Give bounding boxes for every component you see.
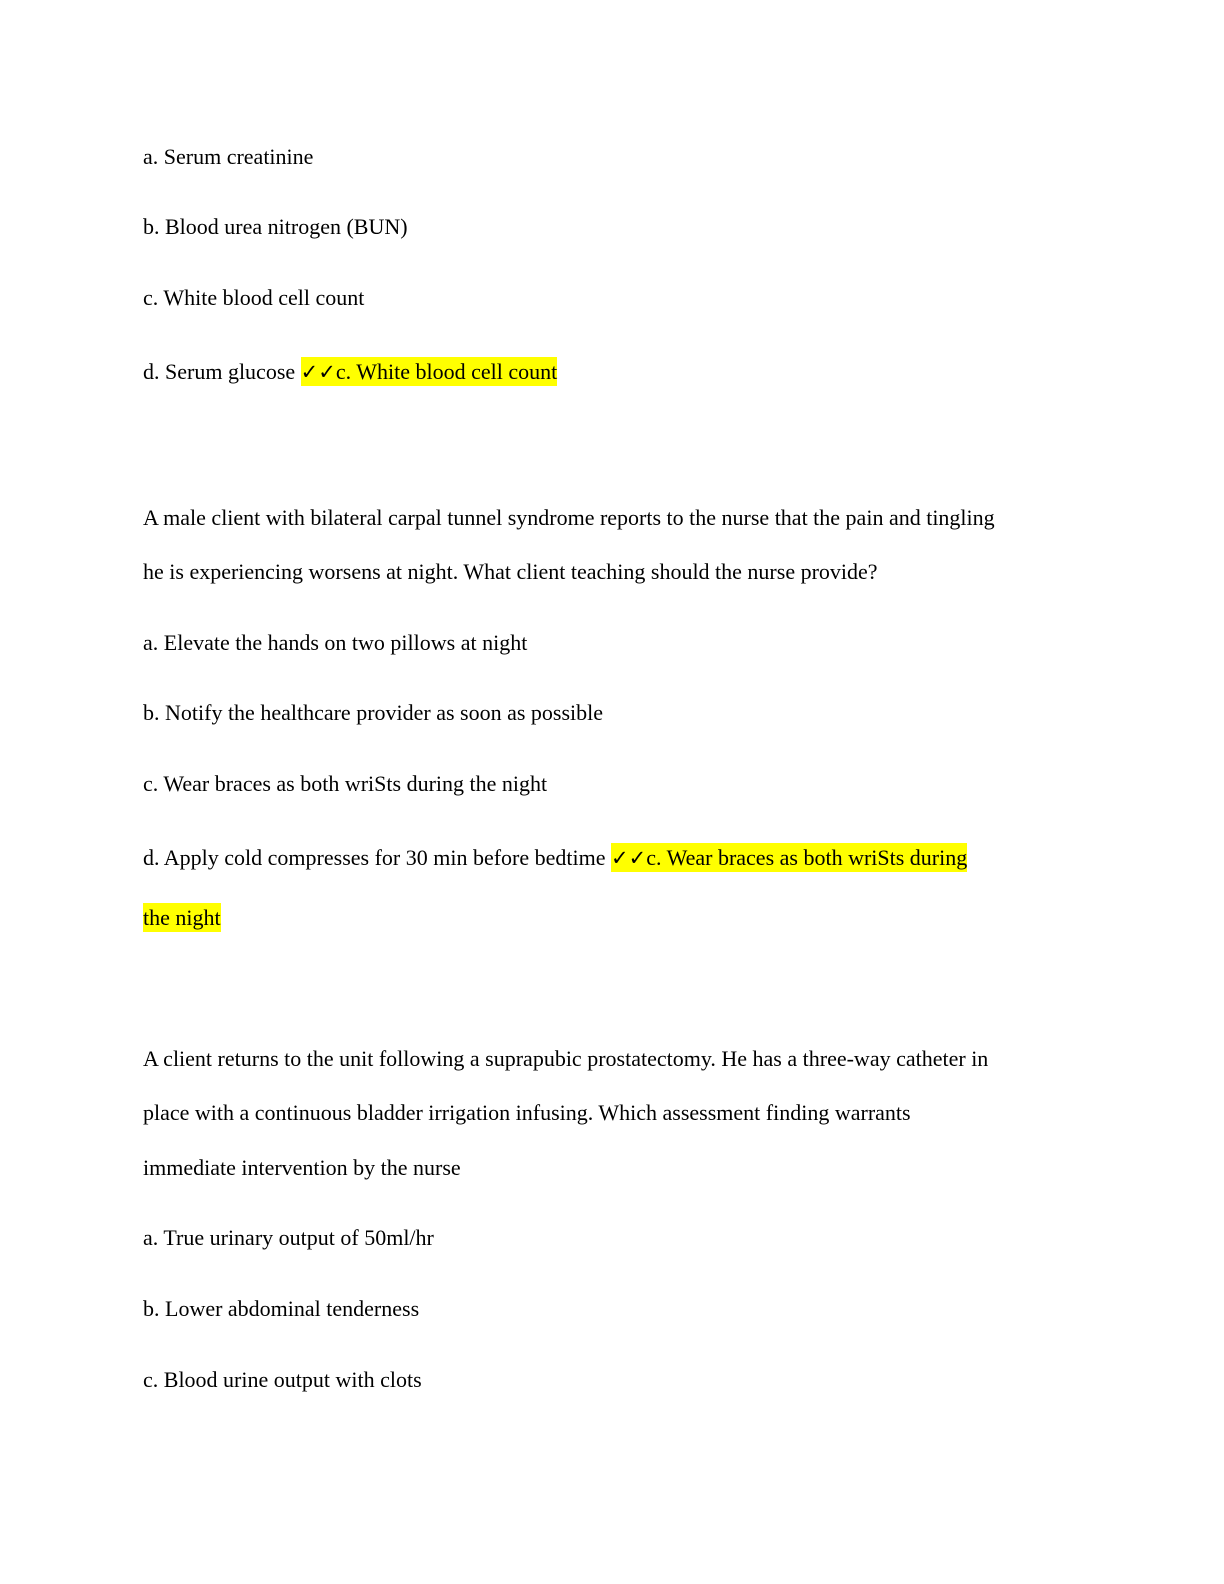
q2-option-d-line xyxy=(143,843,967,873)
q1-option-a: a. Serum creatinine xyxy=(143,144,314,169)
q2-answer-highlight xyxy=(611,843,967,872)
q1-option-c: c. White blood cell count xyxy=(143,285,365,310)
q2-answer-text-line-1: c. Wear braces as both wriSts during xyxy=(646,845,968,870)
q2-stem-line-1: A male client with bilateral carpal tunnel syndrome reports to the nurse that the pain and tingling xyxy=(143,505,995,530)
q1-option-d-line xyxy=(143,357,557,387)
q1-answer-text: c. White blood cell count xyxy=(335,359,558,384)
q2-answer-line-2 xyxy=(143,903,221,933)
q3-stem-line-1: A client returns to the unit following a suprapubic prostatectomy. He has a three-way catheter in xyxy=(143,1046,989,1071)
double-check-icon: ✓✓ xyxy=(611,846,647,870)
q3-stem-line-2: place with a continuous bladder irrigation infusing. Which assessment finding warrants xyxy=(143,1100,911,1125)
q2-answer-text-line-2: the night xyxy=(143,905,221,930)
q3-stem-line-3: immediate intervention by the nurse xyxy=(143,1155,461,1180)
q2-option-d: d. Apply cold compresses for 30 min before bedtime xyxy=(143,845,606,870)
q3-option-b: b. Lower abdominal tenderness xyxy=(143,1296,420,1321)
q2-option-c: c. Wear braces as both wriSts during the night xyxy=(143,771,548,796)
q3-option-c: c. Blood urine output with clots xyxy=(143,1367,422,1392)
q1-option-d: d. Serum glucose xyxy=(143,359,296,384)
q2-option-a: a. Elevate the hands on two pillows at night xyxy=(143,630,528,655)
q1-answer-highlight xyxy=(301,357,558,386)
q2-stem-line-2: he is experiencing worsens at night. What client teaching should the nurse provide? xyxy=(143,559,878,584)
q2-option-b: b. Notify the healthcare provider as soon as possible xyxy=(143,700,604,725)
q1-option-b: b. Blood urea nitrogen (BUN) xyxy=(143,214,408,239)
q3-option-a: a. True urinary output of 50ml/hr xyxy=(143,1225,434,1250)
double-check-icon: ✓✓ xyxy=(300,360,336,384)
